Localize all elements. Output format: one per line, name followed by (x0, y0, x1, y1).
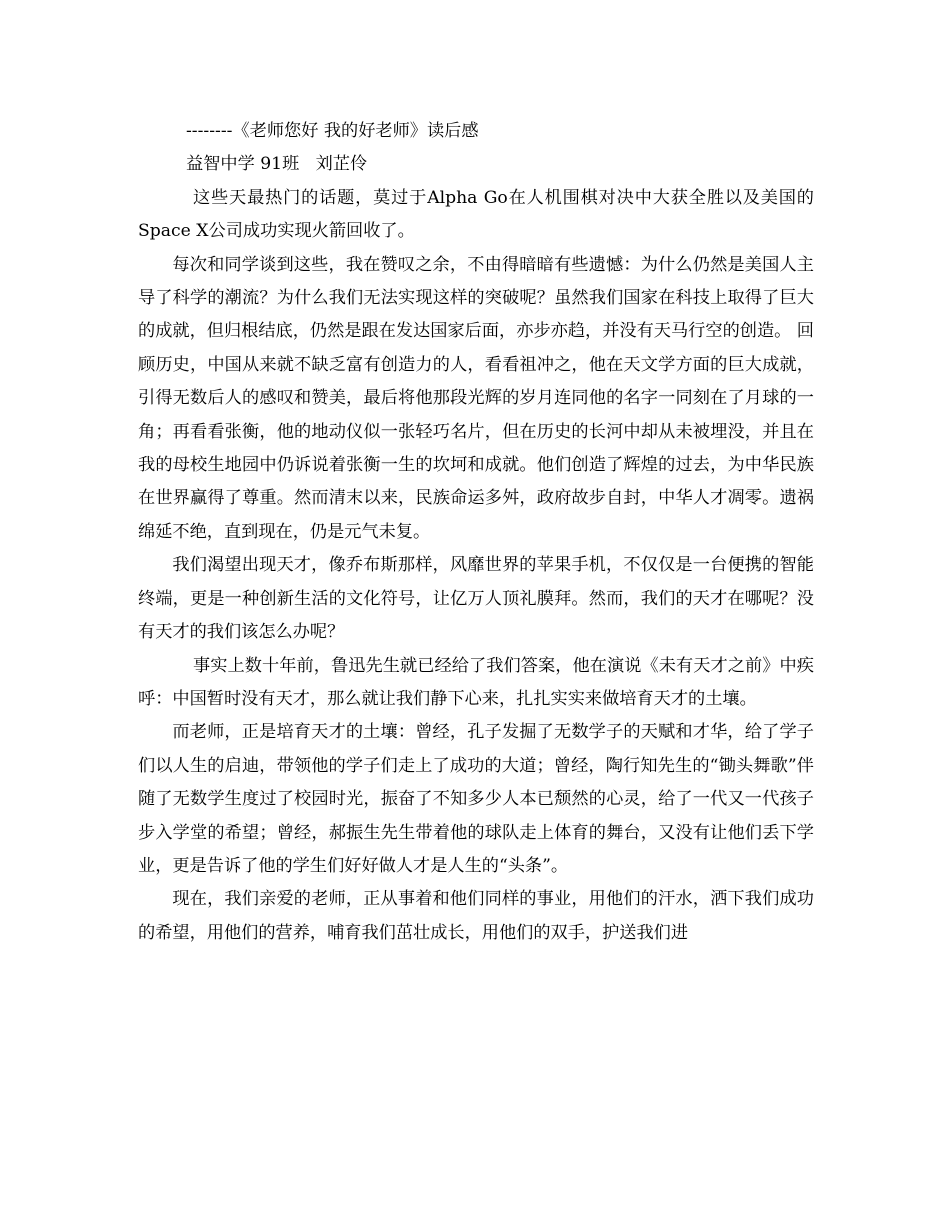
essay-author: 益智中学 91班 刘芷伶 (186, 154, 368, 175)
paragraph-6: 现在，我们亲爱的老师，正从事着和他们同样的事业，用他们的汗水，洒下我们成功的希望，用他们的营养，哺育我们茁壮成长，用他们的双手，护送我们进 (138, 889, 814, 943)
essay-body (138, 115, 814, 950)
paragraph-2: 每次和同学谈到这些，我在赞叹之余，不由得暗暗有些遗憾：为什么仍然是美国人主导了科学的潮流？为什么我们无法实现这样的突破呢？虽然我们国家在科技上取得了巨大的成就，但归根结底，仍然是跟在发达国家后面，亦步亦趋，并没有天马行空的创造。 回顾历史，中国从来就不缺乏富有创造力的人，看看祖冲之，他在天文学方面的巨大成就，引得无数后人的感叹和赞美，最后将他那段光辉的岁月连同他的名字一同刻在了月球的一角；再看看张衡，他的地动仪似一张轻巧名片，但在历史的长河中却从未被埋没，并且在我的母校生地园中仍诉说着张衡一生的坎坷和成就。他们创造了辉煌的过去，为中华民族在世界赢得了尊重。然而清末以来，民族命运多舛，政府故步自封，中华人才凋零。遗祸绵延不绝，直到现在，仍是元气未复。 (138, 254, 814, 542)
paragraph-5: 而老师，正是培育天才的土壤：曾经，孔子发掘了无数学子的天赋和才华，给了学子们以人生的启迪，带领他的学子们走上了成功的大道；曾经，陶行知先生的“锄头舞歌”伴随了无数学生度过了校园时光，振奋了不知多少人本已颓然的心灵，给了一代又一代孩子步入学堂的希望；曾经，郝振生先生带着他的球队走上体育的舞台，又没有让他们丢下学业，更是告诉了他的学生们好好做人才是人生的“头条”。 (138, 722, 814, 876)
paragraph-1: 这些天最热门的话题，莫过于Alpha Go在人机围棋对决中大获全胜以及美国的Space X公司成功实现火箭回收了。 (138, 187, 814, 242)
paragraph-4: 事实上数十年前，鲁迅先生就已经给了我们答案，他在演说《未有天才之前》中疾呼：中国暂时没有天才，那么就让我们静下心来，扎扎实实来做培育天才的土壤。 (138, 655, 814, 709)
paragraph-3: 我们渴望出现天才，像乔布斯那样，风靡世界的苹果手机，不仅仅是一台便携的智能终端，更是一种创新生活的文化符号，让亿万人顶礼膜拜。然而，我们的天才在哪呢？没有天才的我们该怎么办呢？ (138, 555, 814, 643)
essay-title: --------《老师您好 我的好老师》读后感 (186, 121, 479, 141)
